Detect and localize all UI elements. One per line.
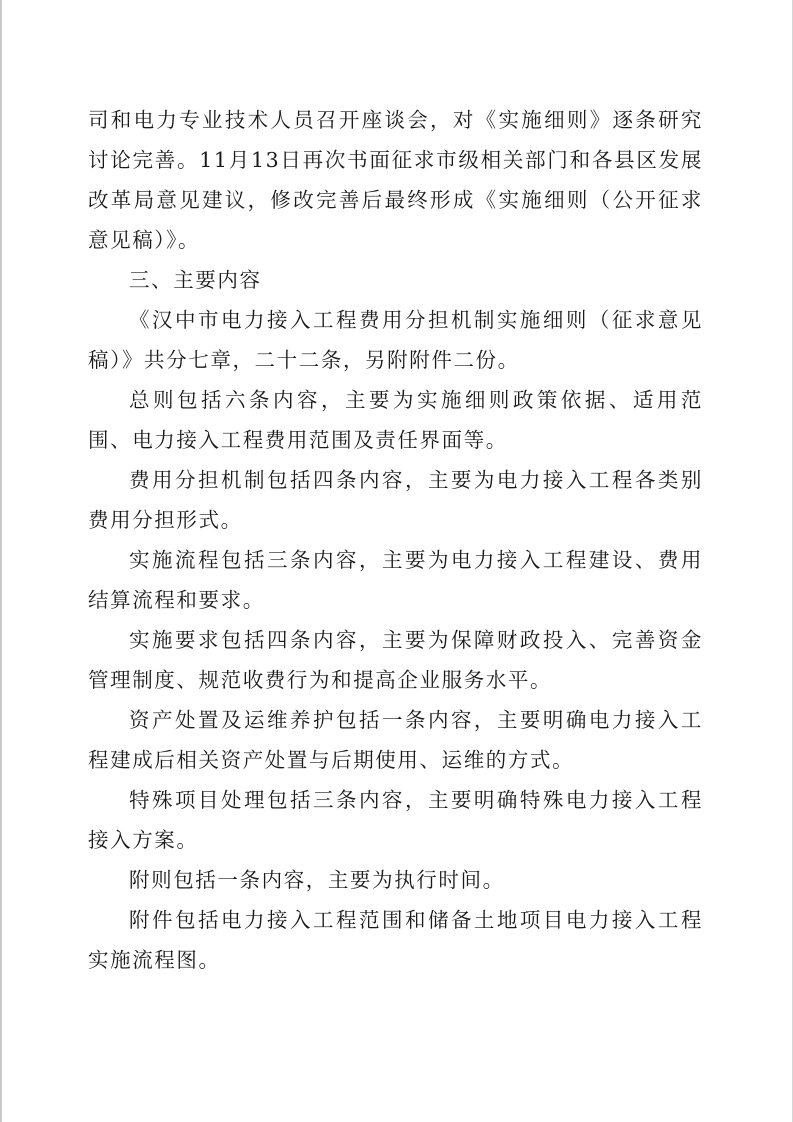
paragraph-implementation-requirements: 实施要求包括四条内容，主要为保障财政投入、完善资金管理制度、规范收费行为和提高企业服务水平。 xyxy=(88,628,703,692)
paragraph-intro-continued: 司和电力专业技术人员召开座谈会，对《实施细则》逐条研究讨论完善。11月13日再次书面征求市级相关部门和各县区发展改革局意见建议，修改完善后最终形成《实施细则（公开征求意见稿）》。 xyxy=(88,108,703,252)
document-body xyxy=(88,100,703,980)
paragraph-cost-sharing: 费用分担机制包括四条内容，主要为电力接入工程各类别费用分担形式。 xyxy=(88,468,703,532)
paragraph-asset-disposal: 资产处置及运维养护包括一条内容，主要明确电力接入工程建成后相关资产处置与后期使用、运维的方式。 xyxy=(88,708,703,772)
section-heading-main-content: 三、主要内容 xyxy=(129,268,262,292)
paragraph-overview: 《汉中市电力接入工程费用分担机制实施细则（征求意见稿）》共分七章，二十二条，另附附件二份。 xyxy=(88,308,703,372)
paragraph-attachments: 附件包括电力接入工程范围和储备土地项目电力接入工程实施流程图。 xyxy=(88,908,703,972)
paragraph-general-provisions: 总则包括六条内容，主要为实施细则政策依据、适用范围、电力接入工程费用范围及责任界面等。 xyxy=(88,388,703,452)
paragraph-supplementary: 附则包括一条内容，主要为执行时间。 xyxy=(129,868,505,892)
page-edge-left xyxy=(0,0,2,1122)
paragraph-implementation-process: 实施流程包括三条内容，主要为电力接入工程建设、费用结算流程和要求。 xyxy=(88,548,703,612)
paragraph-special-projects: 特殊项目处理包括三条内容，主要明确特殊电力接入工程接入方案。 xyxy=(88,788,703,852)
